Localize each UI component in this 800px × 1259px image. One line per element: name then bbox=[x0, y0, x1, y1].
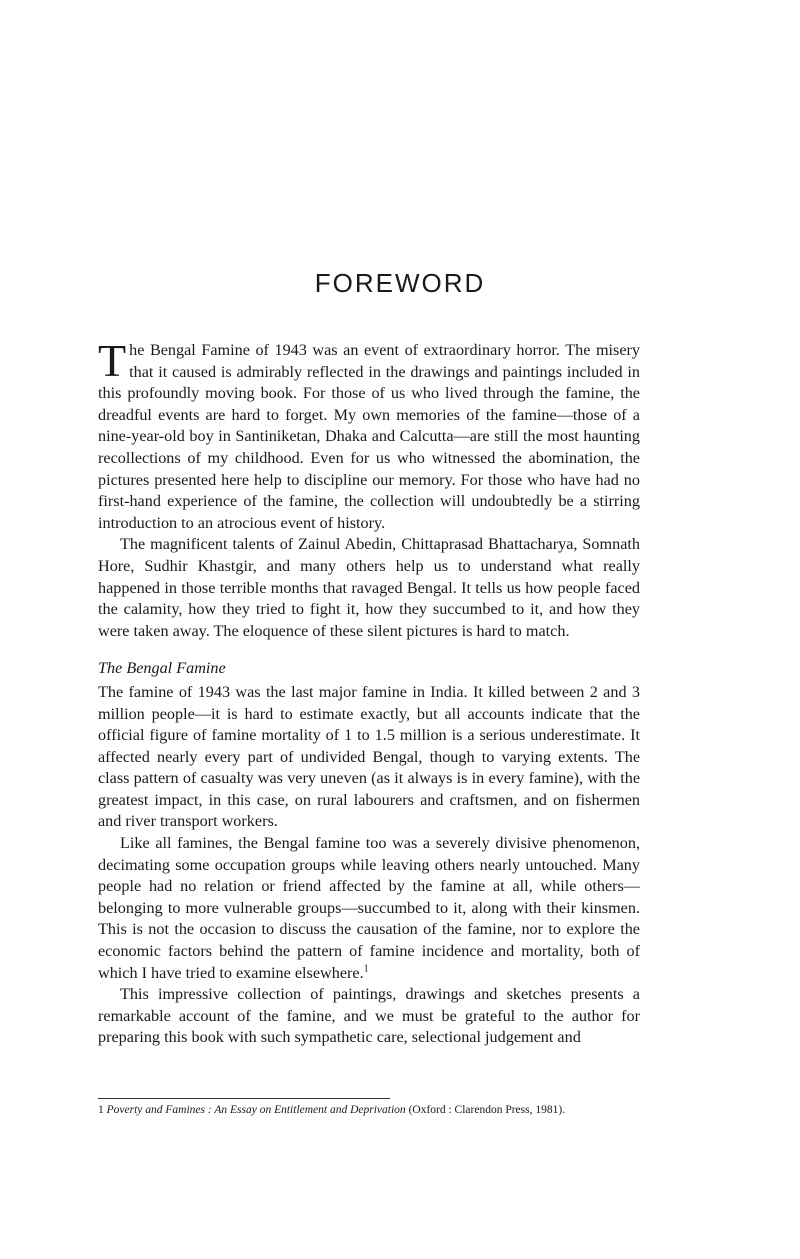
footnote-publisher: (Oxford : Clarendon Press, 1981). bbox=[408, 1104, 566, 1116]
paragraph-1-text: he Bengal Famine of 1943 was an event of extraordinary horror. The misery that it caused is admirably reflected in the drawings and paintings included in this profoundly moving book. For those of us who lived through the famine, the dreadful events are hard to forget. My own memories of the famine—those of a nine-year-old boy in Santiniketan, Dhaka and Calcutta—are still the most haunting recollections of my childhood. Even for us who witnessed the abomination, the pictures presented here help to discipline our memory. For those who have had no first-hand experience of the famine, the collection will undoubtedly be a stirring introduction to an atrocious event of history. bbox=[98, 341, 640, 532]
paragraph-4-text: Like all famines, the Bengal famine too was a severely divisive phenomenon, decimating some occupation groups while leaving others nearly untouched. Many people had no relation or friend affected by the famine at all, while others—belonging to more vulnerable groups—succumbed to it, along with their kinsmen. This is not the occasion to discuss the causation of the famine, nor to explore the economic factors behind the pattern of famine incidence and mortality, both of which I have tried to examine elsewhere. bbox=[98, 834, 640, 982]
footnote bbox=[98, 1103, 658, 1117]
footnote-reference: 1 bbox=[363, 963, 369, 975]
paragraph-4 bbox=[98, 833, 640, 984]
paragraph-1 bbox=[98, 335, 640, 534]
paragraph-5: This impressive collection of paintings, drawings and sketches presents a remarkable account of the famine, and we must be grateful to the author for preparing this book with such sympathetic care, selectional judgement and bbox=[98, 985, 640, 1047]
paragraph-2: The magnificent talents of Zainul Abedin, Chittaprasad Bhattacharya, Somnath Hore, Sudhir Khastgir, and many others help us to understand what really happened in those terrible months that ravaged Bengal. It tells us how people faced the calamity, how they tried to fight it, how they succumbed to it, and how they were taken away. The eloquence of these silent pictures is hard to match. bbox=[98, 535, 640, 640]
drop-cap: T bbox=[98, 335, 127, 386]
body-text bbox=[98, 335, 640, 1049]
footnote-number: 1 bbox=[98, 1104, 104, 1116]
paragraph-3: The famine of 1943 was the last major famine in India. It killed between 2 and 3 million people—it is hard to estimate exactly, but all accounts indicate that the official figure of famine mortality of 1 to 1.5 million is a serious underestimate. It affected nearly every part of undivided Bengal, though to varying extents. The class pattern of casualty was very uneven (as it always is in every famine), with the greatest impact, in this case, on rural labourers and craftsmen, and on fishermen and river transport workers. bbox=[98, 682, 640, 831]
footnote-divider bbox=[98, 1098, 390, 1099]
page-title: FOREWORD bbox=[314, 268, 486, 298]
footnote-title: Poverty and Famines : An Essay on Entitlement and Deprivation bbox=[106, 1104, 406, 1116]
section-heading: The Bengal Famine bbox=[98, 659, 226, 678]
